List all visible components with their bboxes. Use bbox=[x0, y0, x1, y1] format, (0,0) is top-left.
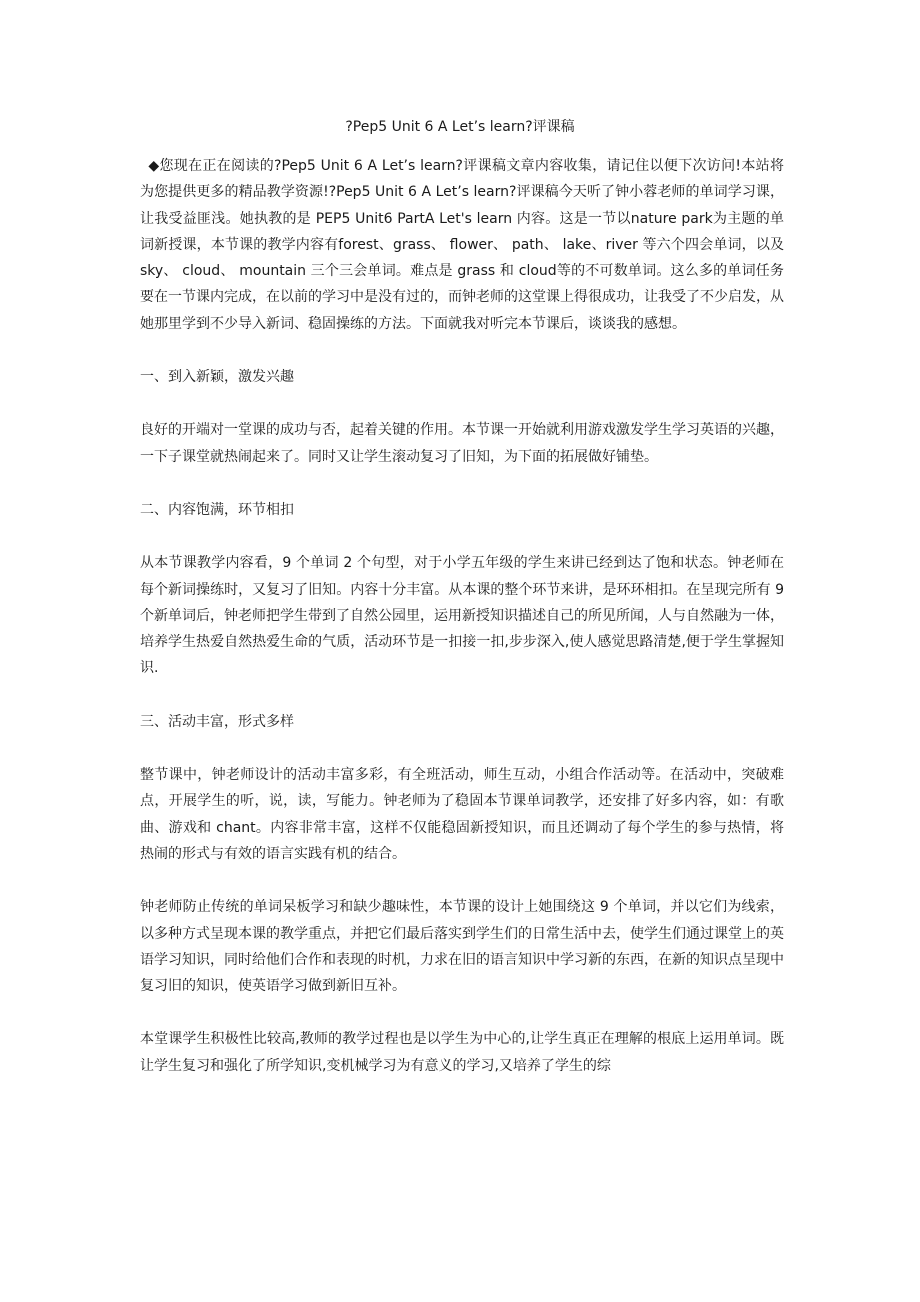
section-heading-3: 三、活动丰富，形式多样 bbox=[140, 713, 294, 730]
body-paragraph: 整节课中，钟老师设计的活动丰富多彩，有全班活动，师生互动，小组合作活动等。在活动中，突破难点，开展学生的听，说，读，写能力。钟老师为了稳固本节课单词教学，还安排了好多内容，如：有歌曲、游戏和 chant。内容非常丰富，这样不仅能稳固新授知识，而且还调动了每个学生的参与热情，将热闹的形式与有效的语言实践有机的结合。 bbox=[140, 767, 784, 862]
intro-paragraph: ◆您现在正在阅读的?Pep5 Unit 6 A Let’s learn?评课稿文章内容收集，请记住以便下次访问!本站将为您提供更多的精品教学资源!?Pep5 Unit 6 A Let’s learn?评课稿今天听了钟小蓉老师的单词学习课，让我受益匪浅。她执教的是 PEP5 Unit6 PartA Let's learn 内容。这是一节以nature park为主题的单词新授课，本节课的教学内容有forest、grass、 flower、 path、 lake、river 等六个四会单词，以及 sky、 cloud、 mountain 三个三会单词。难点是 grass 和 cloud等的不可数单词。这么多的单词任务要在一节课内完成，在以前的学习中是没有过的，而钟老师的这堂课上得很成功，让我受了不少启发，从她那里学到不少导入新词、稳固操练的方法。下面就我对听完本节课后，谈谈我的感想。 bbox=[140, 158, 784, 332]
section-heading-1: 一、到入新颖，激发兴趣 bbox=[140, 369, 294, 386]
body-paragraph: 从本节课教学内容看，9 个单词 2 个句型，对于小学五年级的学生来讲已经到达了饱和状态。钟老师在每个新词操练时，又复习了旧知。内容十分丰富。从本课的整个环节来讲，是环环相扣。在呈现完所有 9 个新单词后，钟老师把学生带到了自然公园里，运用新授知识描述自己的所见所闻，人与自然融为一体，培养学生热爱自然热爱生命的气质，活动环节是一扣接一扣,步步深入,使人感觉思路清楚,便于学生掌握知识. bbox=[140, 555, 784, 677]
body-paragraph: 良好的开端对一堂课的成功与否，起着关键的作用。本节课一开始就利用游戏激发学生学习英语的兴趣，一下子课堂就热闹起来了。同时又让学生滚动复习了旧知，为下面的拓展做好铺垫。 bbox=[140, 422, 784, 465]
document-title: ?Pep5 Unit 6 A Let’s learn?评课稿 bbox=[345, 119, 575, 135]
body-paragraph: 本堂课学生积极性比较高,教师的教学过程也是以学生为中心的,让学生真正在理解的根底上运用单词。既让学生复习和强化了所学知识,变机械学习为有意义的学习,又培养了学生的综 bbox=[140, 1031, 784, 1074]
body-paragraph: 钟老师防止传统的单词呆板学习和缺少趣味性，本节课的设计上她围绕这 9 个单词，并以它们为线索，以多种方式呈现本课的教学重点，并把它们最后落实到学生们的日常生活中去，使学生们通过课堂上的英语学习知识，同时给他们合作和表现的时机，力求在旧的语言知识中学习新的东西，在新的知识点呈现中复习旧的知识，使英语学习做到新旧互补。 bbox=[140, 899, 784, 995]
document-body bbox=[140, 153, 784, 1106]
section-heading-2: 二、内容饱满，环节相扣 bbox=[140, 501, 294, 518]
